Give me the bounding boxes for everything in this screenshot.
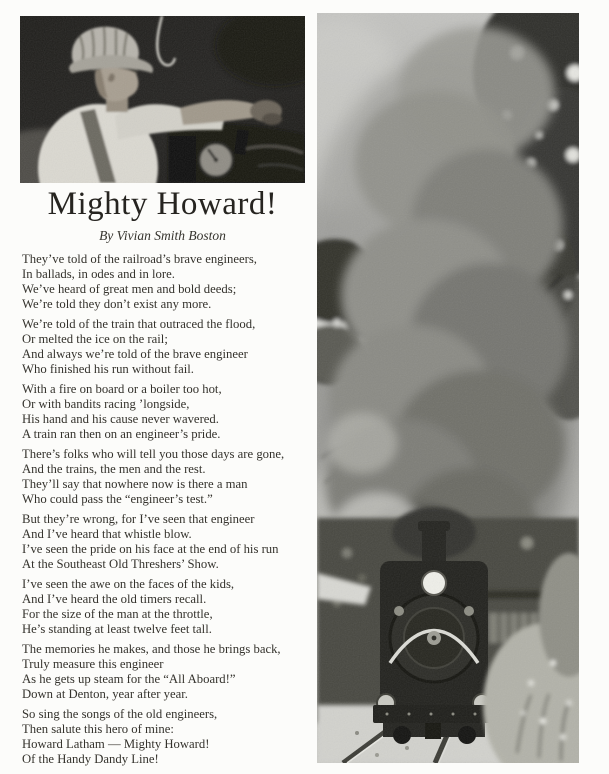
poem-line: Who could pass the “engineer’s test.”: [22, 492, 213, 506]
poem-line: And always we’re told of the brave engineer: [22, 347, 248, 361]
poem-line: He’s standing at least twelve feet tall.: [22, 622, 212, 636]
poem-line: Down at Denton, year after year.: [22, 687, 188, 701]
poem-line: His hand and his cause never wavered.: [22, 412, 219, 426]
locomotive-photo: [317, 13, 579, 763]
poem-line: Of the Handy Dandy Line!: [22, 752, 159, 766]
byline: By Vivian Smith Boston: [99, 228, 226, 243]
poem-line: Or with bandits racing ’longside,: [22, 397, 190, 411]
poem-line: With a fire on board or a boiler too hot,: [22, 382, 222, 396]
poem-line: Or melted the ice on the rail;: [22, 332, 168, 346]
poem-stanza: [22, 447, 316, 507]
poem-line: We’re told of the train that outraced the flood,: [22, 317, 256, 331]
poem-line: We’re told they don’t exist any more.: [22, 297, 212, 311]
poem-line: There’s folks who will tell you those days are gone,: [22, 447, 285, 461]
engineer-photo-illustration: [20, 16, 305, 183]
locomotive-photo-illustration: [317, 13, 579, 763]
poem-line: And I’ve heard that whistle blow.: [22, 527, 192, 541]
poem-stanza: [22, 642, 316, 702]
poem-line: Then salute this hero of mine:: [22, 722, 174, 736]
poem-line: And the trains, the men and the rest.: [22, 462, 206, 476]
page-title: Mighty Howard!: [47, 186, 278, 222]
poem-line: As he gets up steam for the “All Aboard!”: [22, 672, 236, 686]
poem-line: I’ve seen the awe on the faces of the kids,: [22, 577, 235, 591]
poem-line: Truly measure this engineer: [22, 657, 164, 671]
poem-line: The memories he makes, and those he brings back,: [22, 642, 281, 656]
poem-line: And I’ve heard the old timers recall.: [22, 592, 207, 606]
poem-line: So sing the songs of the old engineers,: [22, 707, 218, 721]
poem-line: A train ran then on an engineer’s pride.: [22, 427, 221, 441]
poem-stanza: [22, 577, 316, 637]
poem: [22, 252, 316, 772]
engineer-photo: [20, 16, 305, 183]
poem-line: Howard Latham — Mighty Howard!: [22, 737, 210, 751]
poem-stanza: [22, 252, 316, 312]
poem-line: We’ve heard of great men and bold deeds;: [22, 282, 237, 296]
poem-line: They’ve told of the railroad’s brave engineers,: [22, 252, 257, 266]
poem-line: They’ll say that nowhere now is there a man: [22, 477, 248, 491]
poem-stanza: [22, 707, 316, 767]
poem-line: But they’re wrong, for I’ve seen that engineer: [22, 512, 255, 526]
poem-line: I’ve seen the pride on his face at the end of his run: [22, 542, 279, 556]
poem-line: In ballads, in odes and in lore.: [22, 267, 175, 281]
poem-line: Who finished his run without fail.: [22, 362, 194, 376]
poem-stanza: [22, 512, 316, 572]
poem-line: For the size of the man at the throttle,: [22, 607, 213, 621]
poem-stanza: [22, 382, 316, 442]
poem-line: At the Southeast Old Threshers’ Show.: [22, 557, 219, 571]
poem-stanza: [22, 317, 316, 377]
